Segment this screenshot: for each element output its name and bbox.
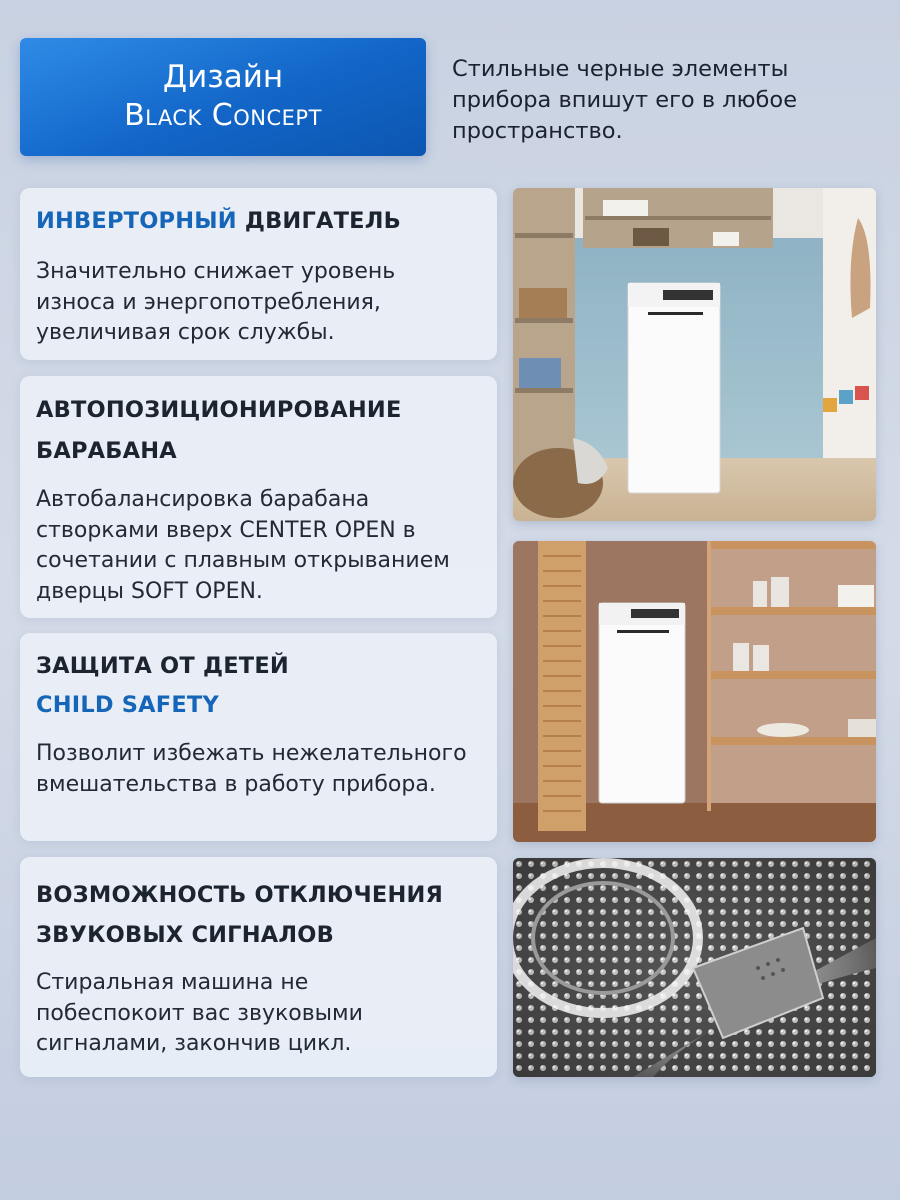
washer-niche-image [513,541,876,842]
photo-washer-drum [513,858,876,1077]
feature-title-line2: ЗВУКОВЫХ СИГНАЛОВ [36,922,334,948]
photo-washer-blue-room [513,188,876,521]
feature-card-inverter-motor [20,188,497,360]
feature-card-drum-positioning [20,376,497,618]
design-badge [20,38,426,156]
feature-title-line2: БАРАБАНА [36,438,177,464]
feature-title-line1: ЗАЩИТА ОТ ДЕТЕЙ [36,653,289,679]
feature-card-sound-off [20,857,497,1077]
feature-text: Стиральная машина не побеспокоит вас звуковыми сигналами, закончив цикл. [36,970,363,1056]
feature-title-accent: CHILD SAFETY [36,692,219,718]
feature-text: Значительно снижает уровень износа и энергопотребления, увеличивая срок службы. [36,259,396,345]
feature-card-child-safety [20,633,497,841]
design-description: Стильные черные элементы прибора впишут его в любое пространство. [452,56,798,144]
feature-title-rest: ДВИГАТЕЛЬ [236,208,401,234]
design-badge-title: Дизайн [162,59,284,95]
drum-image [513,858,876,1077]
photo-washer-wooden-niche [513,541,876,842]
feature-title-line1: ВОЗМОЖНОСТЬ ОТКЛЮЧЕНИЯ [36,882,444,908]
feature-text: Автобалансировка барабана створками вверх CENTER OPEN в сочетании с плавным открыванием дверцы SOFT OPEN. [36,487,450,604]
feature-text: Позволит избежать нежелательного вмешательства в работу прибора. [36,741,467,797]
feature-title-line1: АВТОПОЗИЦИОНИРОВАНИЕ [36,397,402,423]
design-badge-subtitle: Black Concept [124,98,322,133]
feature-title [36,196,487,246]
feature-title-accent: ИНВЕРТОРНЫЙ [36,208,237,234]
washer-image [513,188,876,521]
